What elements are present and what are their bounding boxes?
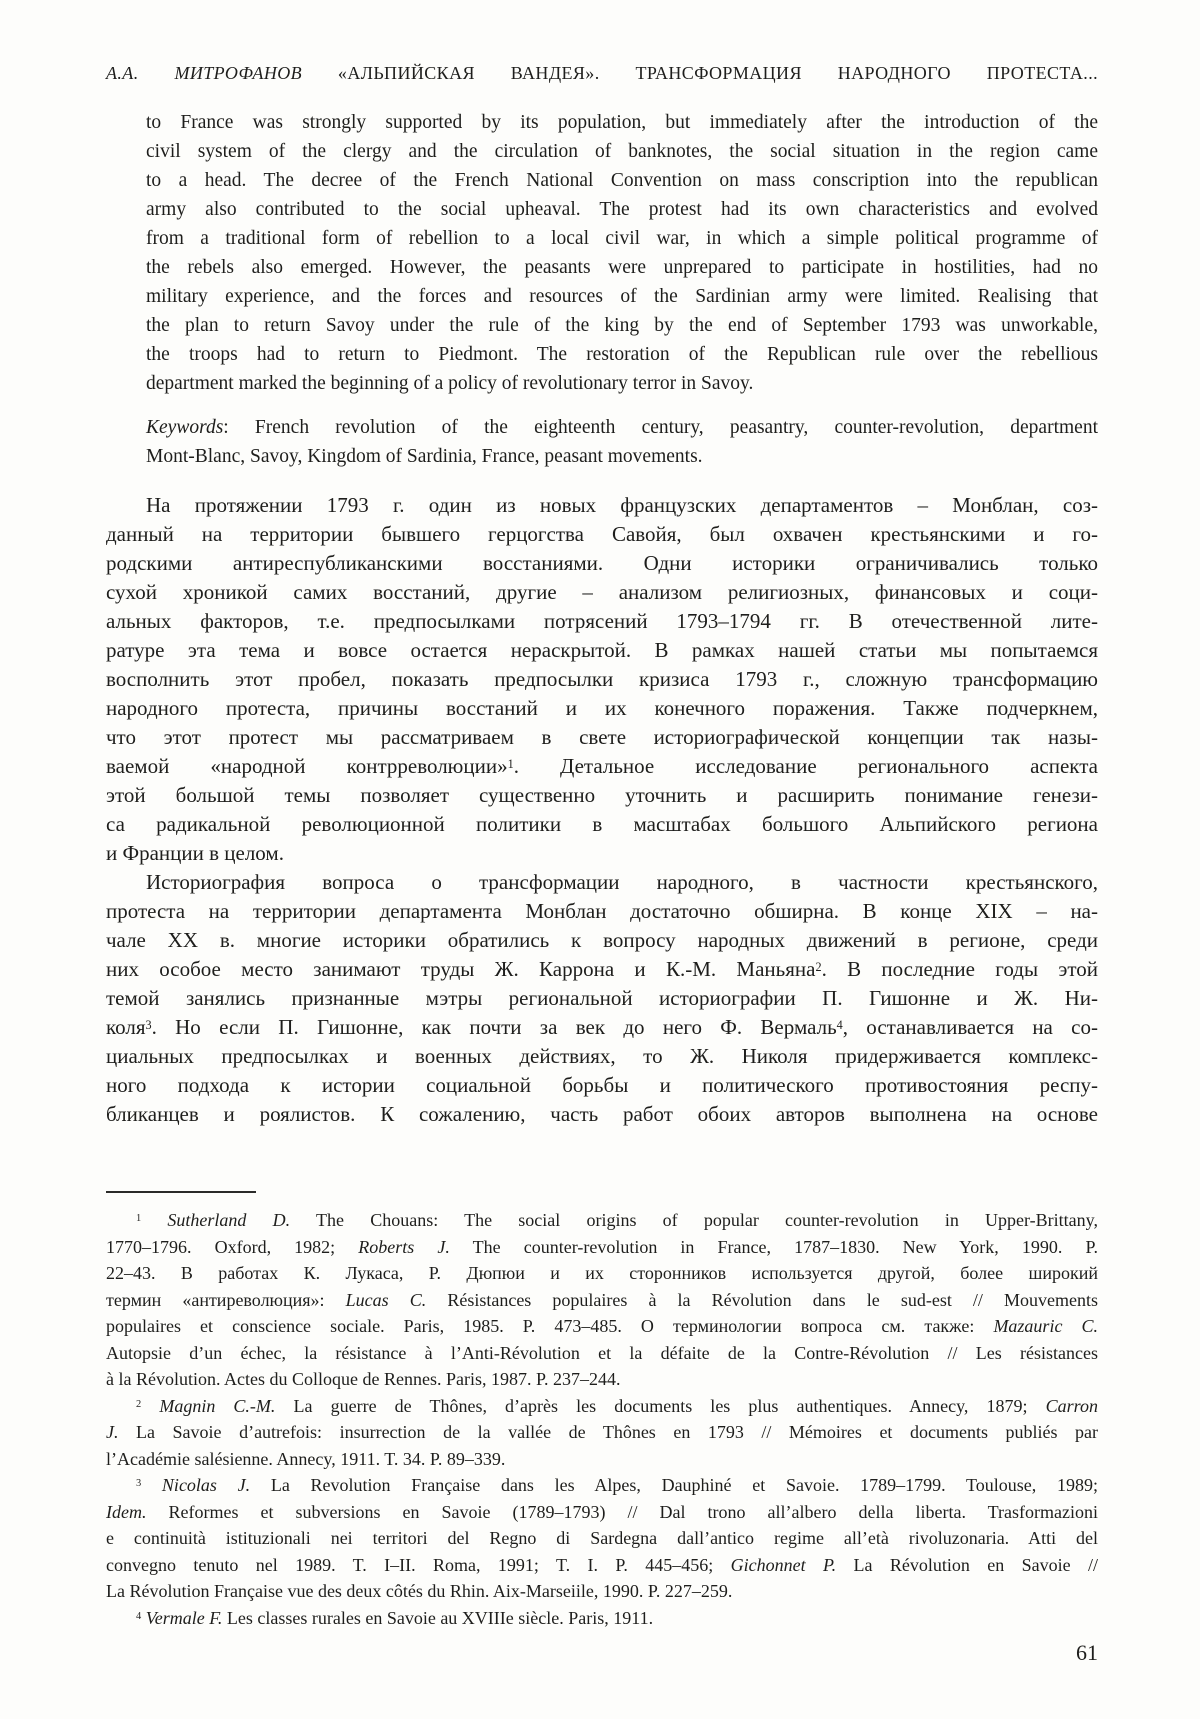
text-line [106, 636, 1098, 665]
text-run: to France was strongly supported by its population, but immediately after the introduction of the [146, 112, 1098, 133]
footnote-1 [106, 1207, 1098, 1393]
text-run: the plan to return Savoy under the rule of the king by the end of September 1793 was unworkable, [146, 315, 1098, 336]
text-line [106, 1287, 1098, 1314]
text-line [106, 781, 1098, 810]
text-line [106, 1042, 1098, 1071]
text-run: родскими антиреспубликанскими восстаниями. Одни историки ограничивались только [106, 551, 1098, 575]
text-run: Carron [1045, 1395, 1098, 1416]
text-line [106, 1340, 1098, 1367]
text-run: них особое место занимают труды Ж. Каррона и К.-М. Маньяна [106, 957, 816, 981]
text-run: . В последние годы этой [821, 957, 1099, 981]
text-run: Lucas C. [345, 1289, 427, 1310]
text-run: Keywords [146, 417, 224, 438]
text-run: темой занялись признанные мэтры региональной историографии П. Гишонне и Ж. Ни- [106, 986, 1098, 1010]
text-run: коля [106, 1015, 146, 1039]
text-run: Gichonnet P. [730, 1554, 837, 1575]
running-header [106, 60, 1098, 86]
text-run: La Révolution en Savoie // [836, 1554, 1098, 1575]
text-run: J. [106, 1422, 119, 1442]
text-line [106, 984, 1098, 1013]
text-run: термин «антиреволюция»: [106, 1289, 346, 1310]
text-line [106, 955, 1098, 984]
footnote-marker: 2 [136, 1398, 142, 1410]
text-line [106, 549, 1098, 578]
text-run: à la Révolution. Actes du Colloque de Rennes. Paris, 1987. P. 237–244. [106, 1369, 621, 1389]
footnotes-block [106, 1207, 1098, 1631]
text-run: La Savoie d’autrefois: insurrection de la vallée de Thônes en 1793 // Mémoires et documents publiés par [118, 1422, 1098, 1442]
text-line [146, 137, 1098, 166]
footnote-4 [106, 1605, 1098, 1632]
text-line [106, 1578, 1098, 1605]
text-run: Magnin C.-M. [141, 1395, 276, 1416]
text-run: 22–43. В работах К. Лукаса, Р. Дюпюи и их сторонников используется другой, более широкий [106, 1263, 1098, 1283]
text-run: The Chouans: The social origins of popular counter-revolution in Upper-Brittany, [290, 1210, 1098, 1230]
text-line [106, 578, 1098, 607]
text-run: Mont-Blanc, Savoy, Kingdom of Sardinia, France, peasant movements. [146, 446, 703, 467]
text-run: А.А. МИТРОФАНОВ [106, 63, 303, 83]
text-line [106, 607, 1098, 636]
text-line [106, 1071, 1098, 1100]
text-run: The counter-revolution in France, 1787–1830. New York, 1990. P. [449, 1236, 1098, 1257]
text-run: этой большой темы позволяет существенно уточнить и расширить понимание генези- [106, 783, 1098, 807]
text-line [146, 340, 1098, 369]
text-run: сухой хроникой самих восстаний, другие – анализом религиозных, финансовых и соци- [106, 580, 1098, 604]
text-run: department marked the beginning of a policy of revolutionary terror in Savoy. [146, 373, 754, 394]
abstract-english [146, 108, 1098, 398]
text-line [106, 1393, 1098, 1420]
text-run: Résistances populaires à la Révolution dans le sud-est // Mouvements [426, 1289, 1098, 1310]
text-run: l’Académie salésienne. Annecy, 1911. T. 34. P. 89–339. [106, 1448, 506, 1469]
text-run: са радикальной революционной политики в масштабах большого Альпийского региона [106, 812, 1098, 836]
text-line [106, 1472, 1098, 1499]
text-run: the rebels also emerged. However, the peasants were unprepared to participate in hostilities, had no [146, 257, 1098, 278]
text-run: from a traditional form of rebellion to a local civil war, in which a simple political programme of [146, 228, 1098, 249]
footnote-marker: 4 [136, 1610, 142, 1622]
text-run: Les classes rurales en Savoie au XVIIIe siècle. Paris, 1911. [222, 1607, 654, 1628]
text-line [106, 1419, 1098, 1446]
text-run: восполнить этот пробел, показать предпосылки кризиса 1793 г., сложную трансформацию [106, 667, 1098, 691]
text-run: e continuità istituzionali nei territori del Regno di Sardegna dall’antico regime all’età rivoluzonaria. Atti del [106, 1528, 1098, 1548]
text-run: : French revolution of the eighteenth century, peasantry, counter-revolution, department [223, 417, 1098, 438]
text-run: to a head. The decree of the French National Convention on mass conscription into the republican [146, 170, 1098, 191]
text-line [106, 694, 1098, 723]
text-line [146, 253, 1098, 282]
text-line [106, 491, 1098, 520]
text-run: 1770–1796. Oxford, 1982; [106, 1236, 359, 1257]
text-line [106, 665, 1098, 694]
page-number: 61 [1076, 1640, 1098, 1665]
text-run: . Детальное исследование регионального аспекта [513, 754, 1098, 778]
text-line [106, 810, 1098, 839]
text-run: протеста на территории департамента Монблан достаточно обширна. В конце XIX – на- [106, 899, 1098, 923]
text-line [106, 926, 1098, 955]
footnote-separator [106, 1191, 256, 1193]
text-run: civil system of the clergy and the circulation of banknotes, the social situation in the region came [146, 141, 1098, 162]
text-line [146, 108, 1098, 137]
text-line [106, 1552, 1098, 1579]
paragraph-2 [106, 868, 1098, 1129]
text-line [106, 868, 1098, 897]
text-line [146, 166, 1098, 195]
text-line [106, 520, 1098, 549]
text-line [106, 1499, 1098, 1526]
text-line [106, 1013, 1098, 1042]
text-line [146, 413, 1098, 442]
text-line [106, 723, 1098, 752]
text-line [106, 752, 1098, 781]
text-run: ратуре эта тема и вовсе остается нераскрытой. В рамках нашей статьи мы попытаемся [106, 638, 1098, 662]
text-run: La Révolution Française vue des deux côtés du Rhin. Aix-Marseiile, 1990. P. 227–259. [106, 1581, 733, 1601]
text-run: бликанцев и роялистов. К сожалению, часть работ обоих авторов выполнена на основе [106, 1102, 1098, 1126]
footnote-3 [106, 1472, 1098, 1605]
footnote-marker: 3 [145, 1017, 152, 1032]
text-line [106, 1100, 1098, 1129]
text-run: Sutherland D. [141, 1210, 291, 1230]
text-line [106, 1260, 1098, 1287]
text-line [146, 369, 1098, 398]
text-line [106, 1207, 1098, 1234]
text-line [146, 282, 1098, 311]
text-line [146, 195, 1098, 224]
text-run: Reformes et subversions en Savoie (1789–1793) // Dal trono all’albero della liberta. Trasformazioni [146, 1501, 1098, 1522]
text-run: чале XX в. многие историки обратились к вопросу народных движений в регионе, среди [106, 928, 1098, 952]
text-run: Autopsie d’un échec, la résistance à l’Anti-Révolution et la défaite de la Contre-Révolution // Les résistances [106, 1342, 1098, 1363]
text-run: На протяжении 1793 г. один из новых французских департаментов – Монблан, соз- [146, 493, 1098, 517]
text-line [106, 897, 1098, 926]
text-run: «АЛЬПИЙСКАЯ ВАНДЕЯ». ТРАНСФОРМАЦИЯ НАРОДНОГО ПРОТЕСТА... [302, 63, 1098, 83]
footnote-marker: 3 [136, 1478, 142, 1490]
text-line [106, 839, 1098, 868]
text-run: La guerre de Thônes, d’après les documents les plus authentiques. Annecy, 1879; [275, 1395, 1046, 1416]
text-run: ного подхода к истории социальной борьбы и политического противостояния респу- [106, 1073, 1098, 1097]
text-run: что этот протест мы рассматриваем в свете историографической концепции так назы- [106, 725, 1098, 749]
text-line [106, 1605, 1098, 1632]
footnote-marker: 1 [507, 756, 514, 771]
text-run: ваемой «народной контрреволюции» [106, 754, 508, 778]
text-line [106, 1366, 1098, 1393]
text-run: Mazauric C. [993, 1316, 1099, 1336]
text-line [106, 1313, 1098, 1340]
text-run: convegno tenuto nel 1989. T. I–II. Roma, 1991; T. I. P. 445–456; [106, 1554, 731, 1575]
text-run: Idem. [106, 1501, 147, 1522]
text-run: army also contributed to the social upheaval. The protest had its own characteristics and evolved [146, 199, 1098, 220]
text-run: Историография вопроса о трансформации народного, в частности крестьянского, [146, 870, 1098, 894]
text-run: the troops had to return to Piedmont. The restoration of the Republican rule over the rebellious [146, 344, 1098, 365]
text-run: populaires et conscience sociale. Paris, 1985. P. 473–485. О терминологии вопроса см. также: [106, 1316, 994, 1336]
text-run: military experience, and the forces and resources of the Sardinian army were limited. Realising that [146, 286, 1098, 307]
text-run: . Но если П. Гишонне, как почти за век до него Ф. Вермаль [151, 1015, 837, 1039]
text-run: La Revolution Française dans les Alpes, Dauphiné et Savoie. 1789–1799. Toulouse, 1989; [250, 1475, 1098, 1495]
main-text [106, 491, 1098, 1129]
text-run: , останавливается на со- [842, 1015, 1098, 1039]
text-line [146, 442, 1098, 471]
text-run: Roberts J. [358, 1236, 450, 1257]
text-run: альных факторов, т.е. предпосылками потрясений 1793–1794 гг. В отечественной лите- [106, 609, 1098, 633]
keywords [146, 413, 1098, 471]
text-run: данный на территории бывшего герцогства Савойя, был охвачен крестьянскими и го- [106, 522, 1098, 546]
text-line [106, 1234, 1098, 1261]
text-line [146, 224, 1098, 253]
footnote-marker: 2 [815, 959, 822, 974]
footnote-2 [106, 1393, 1098, 1473]
text-line [106, 1525, 1098, 1552]
footnote-marker: 1 [136, 1213, 142, 1225]
paragraph-1 [106, 491, 1098, 868]
text-run: Nicolas J. [141, 1475, 251, 1495]
text-line [146, 311, 1098, 340]
text-run: циальных предпосылках и военных действиях, то Ж. Николя придерживается комплекс- [106, 1044, 1098, 1068]
footnote-marker: 4 [836, 1017, 843, 1032]
text-run: народного протеста, причины восстаний и их конечного поражения. Также подчеркнем, [106, 696, 1098, 720]
text-run: Vermale F. [141, 1607, 223, 1628]
text-line [106, 1446, 1098, 1473]
text-run: и Франции в целом. [106, 841, 284, 865]
